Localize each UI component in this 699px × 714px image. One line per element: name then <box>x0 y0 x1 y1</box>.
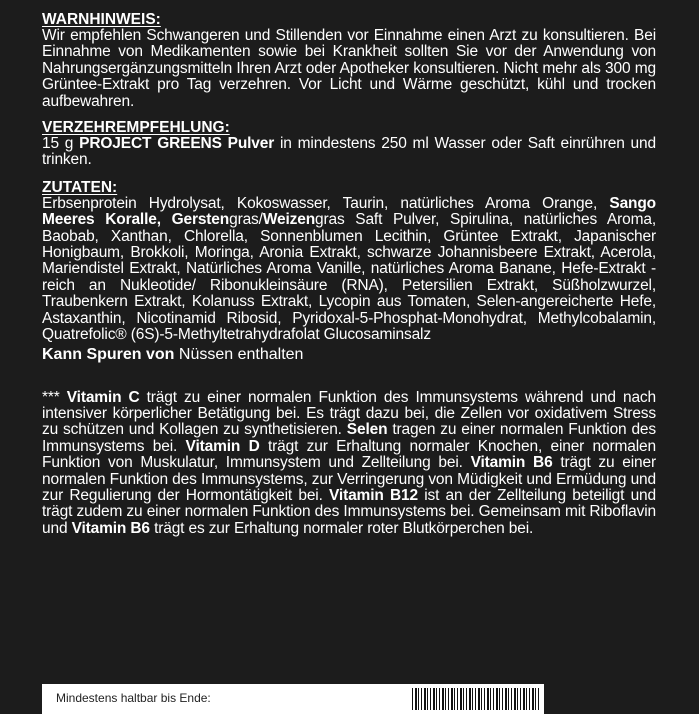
claims-t3: trägt zur Erhaltung normaler Knochen, einer normalen Funktion von Muskulatur, Immunsystem und Zellteilung bei. <box>42 437 656 472</box>
ingredients-part3: gras Saft Pulver, Spirulina, natürliches Aroma, Baobab, Xanthan, Chlorella, Sonnenblumen Lecithin, Grüntee Extrakt, Japanischer Honigbaum, Brokkoli, Moringa, Aronia Extrakt, schwarze Johannisbeere Extrakt, Acerola, Mariendistel Extrakt, Natürliches Aroma Vanille, natürliches Aroma Banane, Hefe-Extrakt - reich an Nukleotide/ Ribonukleinsäure (RNA), Petersilien Extrakt, Süßholzwurzel, Traubenkern Extrakt, Kolanuss Extrakt, Lycopin aus Tomaten, Selen-angereicherte Hefe, Astaxanthin, Nicotinamid Ribosid, Pyridoxal-5-Phosphat-Monohydrat, Methylcobalamin, Quatrefolic® (6S)-5-Methyltetrahydrafolat Glucosaminsalz <box>42 211 656 344</box>
barcode-image <box>412 688 540 710</box>
claims-t1: trägt zu einer normalen Funktion des Immunsystems während und nach intensiver körperlicher Betätigung bei. Es trägt dazu bei, die Zellen vor oxidativem Stress zu schützen und Kollagen zu synthetisieren. <box>42 388 656 439</box>
ingredients-bold1: Sango Meeres Koralle, Gersten <box>42 194 656 229</box>
claim-vitamin-d: Vitamin D <box>185 437 260 455</box>
label-text-block <box>42 12 656 537</box>
allergen-bold: Kann Spuren von <box>42 345 175 363</box>
claims-t2: tragen zu einer normalen Funktion des Immunsystems bei. <box>42 421 656 455</box>
allergen-note <box>42 346 656 364</box>
claims-section <box>42 390 656 538</box>
warning-section <box>42 12 656 110</box>
best-before-label <box>42 684 544 714</box>
ingredients-heading: ZUTATEN: <box>42 178 118 196</box>
claim-vitamin-b6-2: Vitamin B6 <box>71 519 150 537</box>
ingredients-part2: gras/ <box>229 211 263 229</box>
ingredients-part1: Erbsenprotein Hydrolysat, Kokoswasser, Taurin, natürliches Aroma Orange, <box>42 194 610 212</box>
claims-text <box>42 390 656 538</box>
claims-t6: trägt es zur Erhaltung normaler roter Blutkörperchen bei. <box>149 519 534 537</box>
claim-selen: Selen <box>346 421 388 439</box>
claims-t4: trägt zu einer normalen Funktion des Immunsystems, zur Verringerung von Müdigkeit und Ermüdung und zur Regulierung der Hormontätigkeit bei. <box>42 454 656 504</box>
claim-vitamin-b6: Vitamin B6 <box>470 454 553 472</box>
best-before-text: Mindestens haltbar bis Ende: <box>56 691 211 705</box>
recommendation-section <box>42 120 656 169</box>
claim-vitamin-b12: Vitamin B12 <box>329 486 418 504</box>
recommendation-text <box>42 136 656 169</box>
claims-prefix: *** <box>42 388 67 406</box>
recommendation-heading: VERZEHREMPFEHLUNG: <box>42 119 230 137</box>
recommendation-amount: 15 g <box>42 135 74 153</box>
warning-heading: WARNHINWEIS: <box>42 11 161 28</box>
ingredients-bold2: Weizen <box>262 211 316 229</box>
warning-text: Wir empfehlen Schwangeren und Stillenden vor Einnahme einen Arzt zu konsultieren. Bei Einnahme von Medikamenten sowie bei Krankheit sollten Sie vor der Anwendung von Nahrungsergänzungsmitteln Ihren Arzt oder Apotheker konsultieren. Nicht mehr als 300 mg Grüntee-Extrakt pro Tag verzehren. Vor Licht und Wärme geschützt, kühl und trocken aufbewahren. <box>42 27 656 110</box>
allergen-rest: Nüssen enthalten <box>174 345 304 363</box>
ingredients-text <box>42 196 656 344</box>
claim-vitamin-c: Vitamin C <box>66 388 140 406</box>
ingredients-section <box>42 180 656 364</box>
claims-t5: ist an der Zellteilung beteiligt und trägt zudem zu einer normalen Funktion des Immunsystems bei. Gemeinsam mit Riboflavin und <box>42 486 656 537</box>
recommendation-rest: in mindestens 250 ml Wasser oder Saft einrühren und trinken. <box>42 135 656 169</box>
recommendation-product: PROJECT GREENS Pulver <box>79 135 275 153</box>
